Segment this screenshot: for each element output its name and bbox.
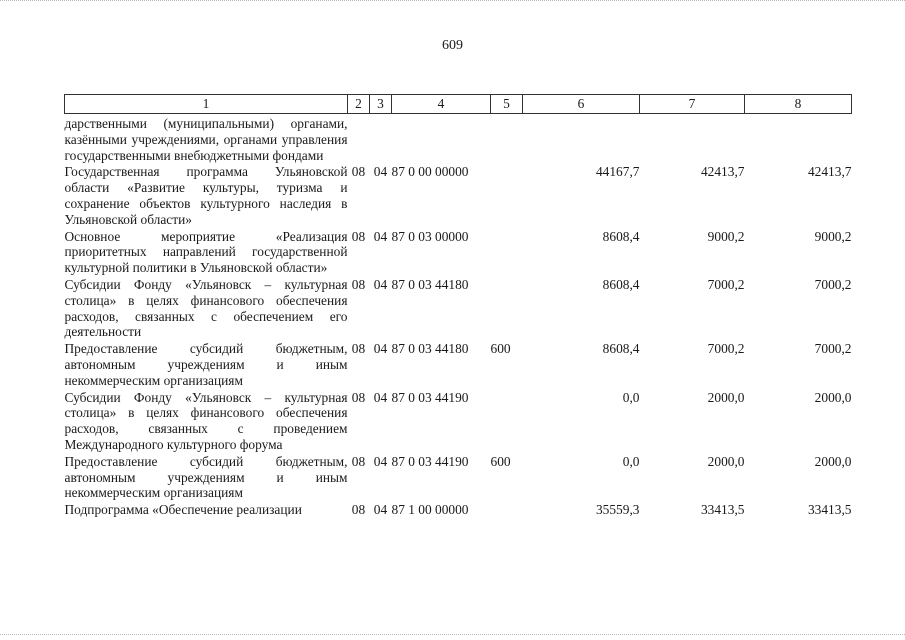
column-header: 6 — [523, 95, 640, 114]
row-name-cell: Подпрограмма «Обеспечение реализации — [64, 502, 302, 518]
table-row — [65, 501, 852, 518]
amount-cell-2: 7000,2 — [707, 341, 745, 357]
page-number: 609 — [442, 38, 463, 53]
target-article-cell: 87 0 03 44190 — [391, 389, 469, 405]
column-header: 4 — [392, 95, 491, 114]
expense-type-cell: 600 — [490, 453, 511, 469]
amount-cell-1 — [523, 114, 640, 164]
expense-type-cell — [491, 114, 523, 164]
table-row — [65, 163, 852, 227]
amount-cell-3: 2000,0 — [814, 389, 852, 405]
section-code-cell: 08 — [351, 389, 366, 405]
table-row — [65, 340, 852, 388]
table-row — [65, 228, 852, 276]
table-row — [65, 114, 852, 164]
table-row — [65, 453, 852, 501]
amount-cell-1: 44167,7 — [595, 164, 640, 180]
amount-cell-2: 9000,2 — [707, 228, 745, 244]
target-article-cell: 87 0 03 44190 — [391, 453, 469, 469]
target-article-cell: 87 0 03 44180 — [391, 276, 469, 292]
expense-type-cell — [491, 276, 523, 340]
subsection-code-cell: 04 — [373, 276, 388, 292]
column-header: 3 — [370, 95, 392, 114]
row-name-cell: Предоставление субсидий бюджетным, автономным учреждениям и иным некоммерческим организациям — [64, 341, 348, 388]
amount-cell-1: 0,0 — [622, 453, 640, 469]
row-name-cell: дарственными (муниципальными) органами, казёнными учреждениями, органами управления государственными внебюджетными фондами — [64, 116, 348, 163]
expense-type-cell — [491, 501, 523, 518]
scan-edge-top — [0, 0, 905, 7]
section-code-cell: 08 — [351, 164, 366, 180]
subsection-code-cell: 04 — [373, 453, 388, 469]
target-article-cell — [392, 114, 491, 164]
column-header: 7 — [640, 95, 745, 114]
amount-cell-3: 33413,5 — [807, 502, 852, 518]
amount-cell-3 — [745, 114, 852, 164]
subsection-code-cell: 04 — [373, 164, 388, 180]
column-header: 1 — [65, 95, 348, 114]
amount-cell-1: 8608,4 — [602, 341, 640, 357]
expense-type-cell: 600 — [490, 341, 511, 357]
amount-cell-1: 8608,4 — [602, 228, 640, 244]
table-row — [65, 389, 852, 453]
amount-cell-3: 7000,2 — [814, 341, 852, 357]
amount-cell-2: 42413,7 — [700, 164, 745, 180]
target-article-cell: 87 0 00 00000 — [391, 164, 469, 180]
row-name-cell: Субсидии Фонду «Ульяновск – культурная столица» в целях финансового обеспечения расходов, связанных с проведением Международного культурного форума — [64, 389, 348, 452]
section-code-cell: 08 — [351, 276, 366, 292]
amount-cell-1: 0,0 — [622, 389, 640, 405]
amount-cell-2: 2000,0 — [707, 453, 745, 469]
expense-type-cell — [491, 228, 523, 276]
row-name-cell: Субсидии Фонду «Ульяновск – культурная столица» в целях финансового обеспечения расходов, связанных с обеспечением его деятельности — [64, 276, 348, 340]
scan-edge-bottom — [0, 628, 905, 635]
expense-type-cell — [491, 389, 523, 453]
target-article-cell: 87 1 00 00000 — [391, 502, 469, 518]
amount-cell-3: 9000,2 — [814, 228, 852, 244]
amount-cell-1: 8608,4 — [602, 276, 640, 292]
amount-cell-3: 7000,2 — [814, 276, 852, 292]
section-code-cell — [348, 114, 370, 164]
target-article-cell: 87 0 03 00000 — [391, 228, 469, 244]
amount-cell-2: 7000,2 — [707, 276, 745, 292]
column-header: 8 — [745, 95, 852, 114]
expense-type-cell — [491, 163, 523, 227]
budget-table — [64, 94, 852, 518]
amount-cell-2: 2000,0 — [707, 389, 745, 405]
amount-cell-2: 33413,5 — [700, 502, 745, 518]
subsection-code-cell: 04 — [373, 341, 388, 357]
table-header-row — [65, 95, 852, 114]
section-code-cell: 08 — [351, 228, 366, 244]
table-row — [65, 276, 852, 340]
amount-cell-1: 35559,3 — [595, 502, 640, 518]
subsection-code-cell: 04 — [373, 502, 388, 518]
amount-cell-2 — [640, 114, 745, 164]
subsection-code-cell — [370, 114, 392, 164]
subsection-code-cell: 04 — [373, 389, 388, 405]
section-code-cell: 08 — [351, 453, 366, 469]
row-name-cell: Государственная программа Ульяновской области «Развитие культуры, туризма и сохранение объектов культурного наследия в Ульяновской области» — [64, 164, 348, 227]
amount-cell-3: 2000,0 — [814, 453, 852, 469]
section-code-cell: 08 — [351, 502, 366, 518]
subsection-code-cell: 04 — [373, 228, 388, 244]
column-header: 2 — [348, 95, 370, 114]
row-name-cell: Основное мероприятие «Реализация приоритетных направлений государственной культурной политики в Ульяновской области» — [64, 228, 348, 276]
section-code-cell: 08 — [351, 341, 366, 357]
amount-cell-3: 42413,7 — [807, 164, 852, 180]
row-name-cell: Предоставление субсидий бюджетным, автономным учреждениям и иным некоммерческим организациям — [64, 453, 348, 501]
column-header: 5 — [491, 95, 523, 114]
target-article-cell: 87 0 03 44180 — [391, 341, 469, 357]
